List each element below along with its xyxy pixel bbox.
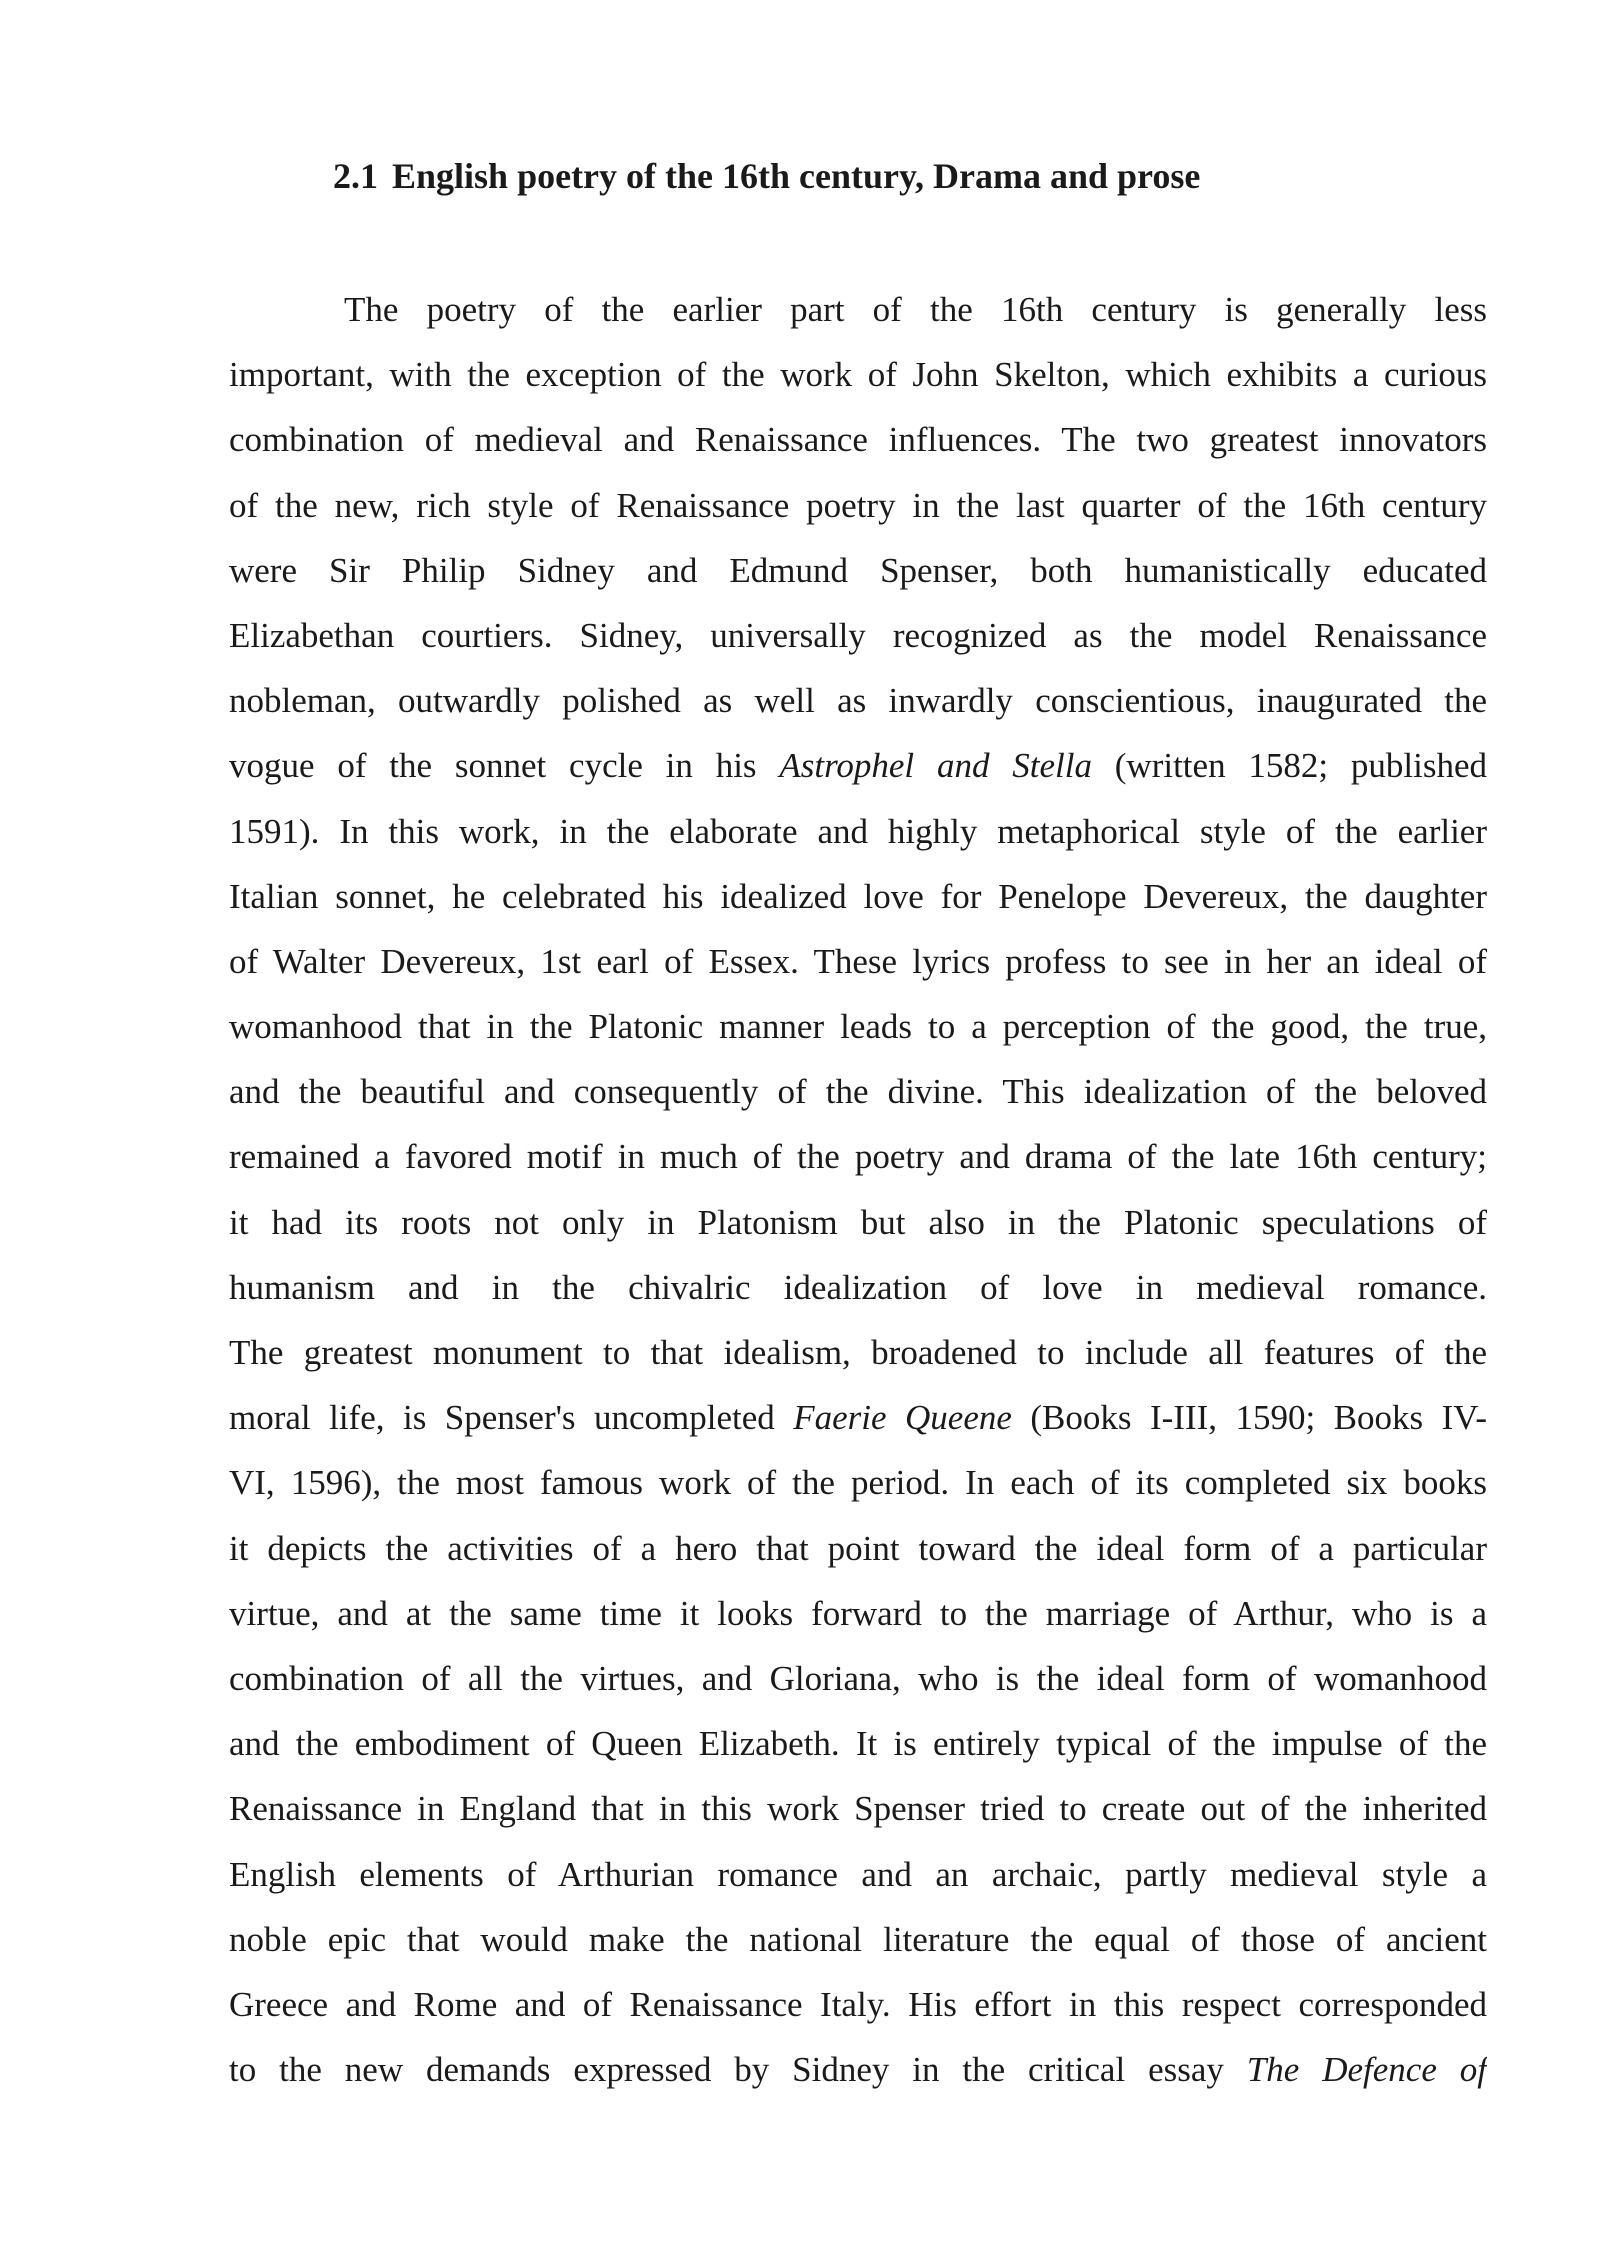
text-line <box>229 342 1487 407</box>
italic-title: Astrophel and Stella <box>779 746 1092 786</box>
text-line <box>229 1516 1487 1581</box>
italic-title: The Defence of <box>1246 2050 1487 2090</box>
body-paragraph <box>229 277 1487 2102</box>
text-line <box>229 1320 1487 1385</box>
text-line <box>229 1711 1487 1776</box>
text-line <box>229 1972 1487 2037</box>
text-line <box>229 1385 1487 1450</box>
text-line <box>229 864 1487 929</box>
text-segment: The poetry of the earlier part of the 16th century is generally less <box>344 290 1487 329</box>
text-segment: remained a favored motif in much of the poetry and drama of the late 16th century; <box>229 1137 1487 1177</box>
text-segment: were Sir Philip Sidney and Edmund Spenser, both humanistically educated <box>229 550 1487 590</box>
section-heading <box>333 152 1433 200</box>
text-line <box>229 538 1487 603</box>
text-segment: combination of all the virtues, and Gloriana, who is the ideal form of womanhood <box>229 1658 1487 1698</box>
italic-title: Faerie Queene <box>793 1398 1012 1438</box>
text-segment: English elements of Arthurian romance and an archaic, partly medieval style a <box>229 1854 1487 1894</box>
text-line <box>229 1646 1487 1711</box>
text-segment: Renaissance in England that in this work Spenser tried to create out of the inherited <box>229 1789 1487 1829</box>
text-segment: of Walter Devereux, 1st earl of Essex. These lyrics profess to see in her an ideal of <box>229 941 1487 981</box>
text-line <box>229 1124 1487 1189</box>
text-line <box>229 473 1487 538</box>
text-segment: it depicts the activities of a hero that point toward the ideal form of a particular <box>229 1528 1487 1568</box>
text-segment: 1591). In this work, in the elaborate and highly metaphorical style of the earlier <box>229 811 1487 851</box>
text-segment: and the embodiment of Queen Elizabeth. It is entirely typical of the impulse of the <box>229 1724 1487 1764</box>
text-line <box>229 994 1487 1059</box>
text-segment: VI, 1596), the most famous work of the period. In each of its completed six books <box>229 1463 1487 1503</box>
text-segment: Elizabethan courtiers. Sidney, universally recognized as the model Renaissance <box>229 615 1487 655</box>
text-segment: important, with the exception of the work of John Skelton, which exhibits a curious <box>229 355 1487 395</box>
text-segment: of the new, rich style of Renaissance poetry in the last quarter of the 16th century <box>229 485 1487 525</box>
text-segment: (Books I-III, 1590; Books IV- <box>1011 1398 1487 1438</box>
text-line <box>229 929 1487 994</box>
text-segment: vogue of the sonnet cycle in his <box>229 746 780 786</box>
text-line <box>229 2037 1487 2102</box>
text-segment: Greece and Rome and of Renaissance Italy. His effort in this respect corresponded <box>229 1984 1487 2024</box>
text-line <box>229 1255 1487 1320</box>
text-line <box>229 1907 1487 1972</box>
text-line <box>229 1450 1487 1515</box>
text-line <box>229 733 1487 798</box>
text-line <box>229 1842 1487 1907</box>
section-number: 2.1 <box>333 156 378 196</box>
text-line <box>229 1059 1487 1124</box>
text-segment: and the beautiful and consequently of the divine. This idealization of the beloved <box>229 1072 1487 1112</box>
text-line <box>229 1776 1487 1841</box>
text-segment: noble epic that would make the national literature the equal of those of ancient <box>229 1919 1487 1959</box>
text-segment: to the new demands expressed by Sidney in the critical essay <box>229 2050 1247 2090</box>
section-title: English poetry of the 16th century, Drama and prose <box>392 156 1201 196</box>
text-segment: nobleman, outwardly polished as well as inwardly conscientious, inaugurated the <box>229 681 1487 721</box>
text-segment: virtue, and at the same time it looks forward to the marriage of Arthur, who is a <box>229 1593 1487 1633</box>
text-line <box>229 407 1487 472</box>
text-line <box>229 1581 1487 1646</box>
text-segment: it had its roots not only in Platonism but also in the Platonic speculations of <box>229 1202 1487 1242</box>
text-segment: womanhood that in the Platonic manner leads to a perception of the good, the true, <box>229 1007 1487 1047</box>
text-segment: Italian sonnet, he celebrated his idealized love for Penelope Devereux, the daughter <box>229 876 1487 916</box>
text-line <box>229 668 1487 733</box>
text-segment: The greatest monument to that idealism, broadened to include all features of the <box>229 1333 1487 1372</box>
text-line <box>229 277 1487 342</box>
text-line <box>229 799 1487 864</box>
text-segment: moral life, is Spenser's uncompleted <box>229 1398 794 1438</box>
text-segment: combination of medieval and Renaissance influences. The two greatest innovators <box>229 420 1487 460</box>
text-line <box>229 1190 1487 1255</box>
text-line <box>229 603 1487 668</box>
text-segment: humanism and in the chivalric idealization of love in medieval romance. <box>229 1267 1487 1307</box>
text-segment: (written 1582; published <box>1091 746 1487 786</box>
